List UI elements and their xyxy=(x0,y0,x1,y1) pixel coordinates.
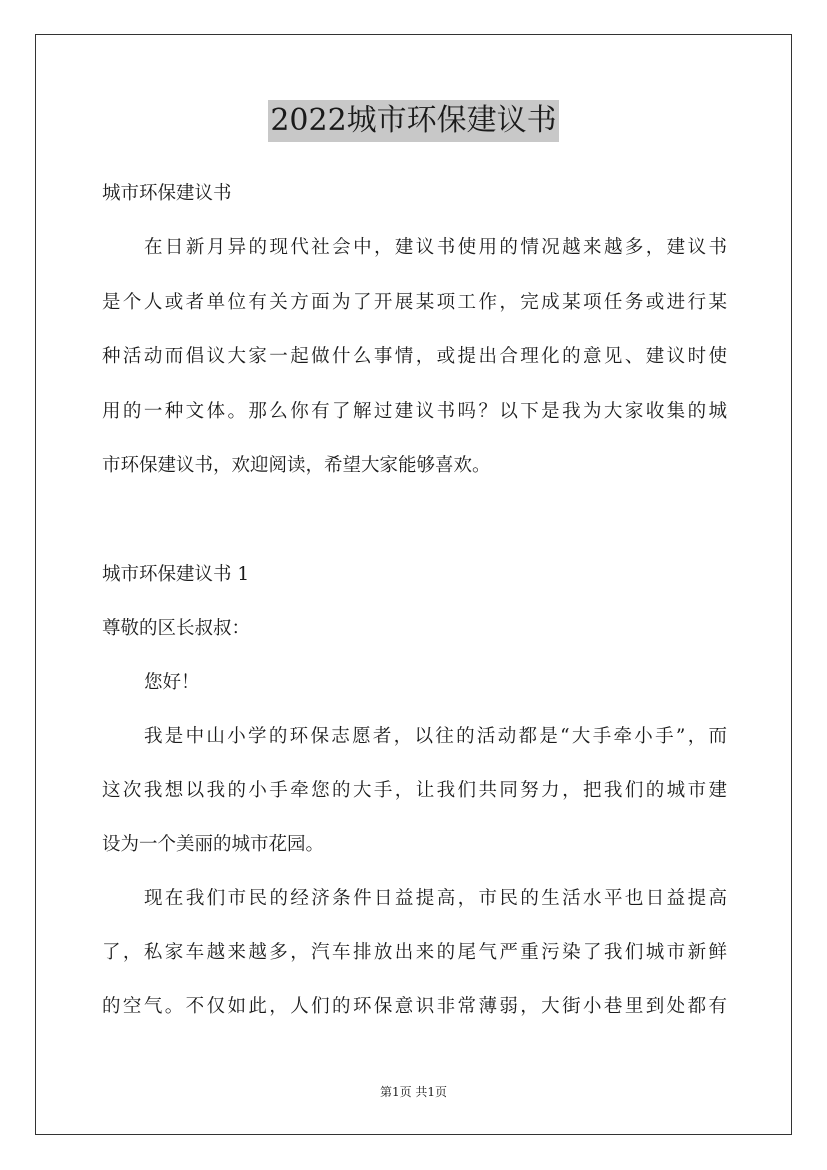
intro-line-1: 在日新月异的现代社会中，建议书使用的情况越来越多，建议书 xyxy=(144,237,727,258)
intro-line-3: 种活动而倡议大家一起做什么事情，或提出合理化的意见、建议时使 xyxy=(102,346,727,367)
para1-line-3: 设为一个美丽的城市花园。 xyxy=(102,834,325,855)
intro-line-2: 是个人或者单位有关方面为了开展某项工作，完成某项任务或进行某 xyxy=(102,292,727,313)
para2-line-3: 的空气。不仅如此，人们的环保意识非常薄弱，大街小巷里到处都有 xyxy=(102,996,727,1017)
salutation: 尊敬的区长叔叔： xyxy=(102,618,251,639)
para1-line-1: 我是中山小学的环保志愿者，以往的活动都是“大手牵小手”，而 xyxy=(144,726,727,747)
intro-line-5: 市环保建议书，欢迎阅读，希望大家能够喜欢。 xyxy=(102,455,491,476)
para2-line-2: 了，私家车越来越多，汽车排放出来的尾气严重污染了我们城市新鲜 xyxy=(102,942,727,963)
page-footer: 第1页 共1页 xyxy=(379,1085,448,1099)
intro-line-4: 用的一种文体。那么你有了解过建议书吗？以下是我为大家收集的城 xyxy=(102,401,727,422)
para1-line-2: 这次我想以我的小手牵您的大手，让我们共同努力，把我们的城市建 xyxy=(102,780,727,801)
para2-line-1: 现在我们市民的经济条件日益提高，市民的生活水平也日益提高 xyxy=(144,888,727,909)
subtitle: 城市环保建议书 xyxy=(102,183,232,204)
section-heading: 城市环保建议书 1 xyxy=(102,564,250,585)
document-title xyxy=(0,100,827,142)
document-title-text: 2022城市环保建议书 xyxy=(268,100,558,142)
greeting: 您好！ xyxy=(144,672,200,693)
